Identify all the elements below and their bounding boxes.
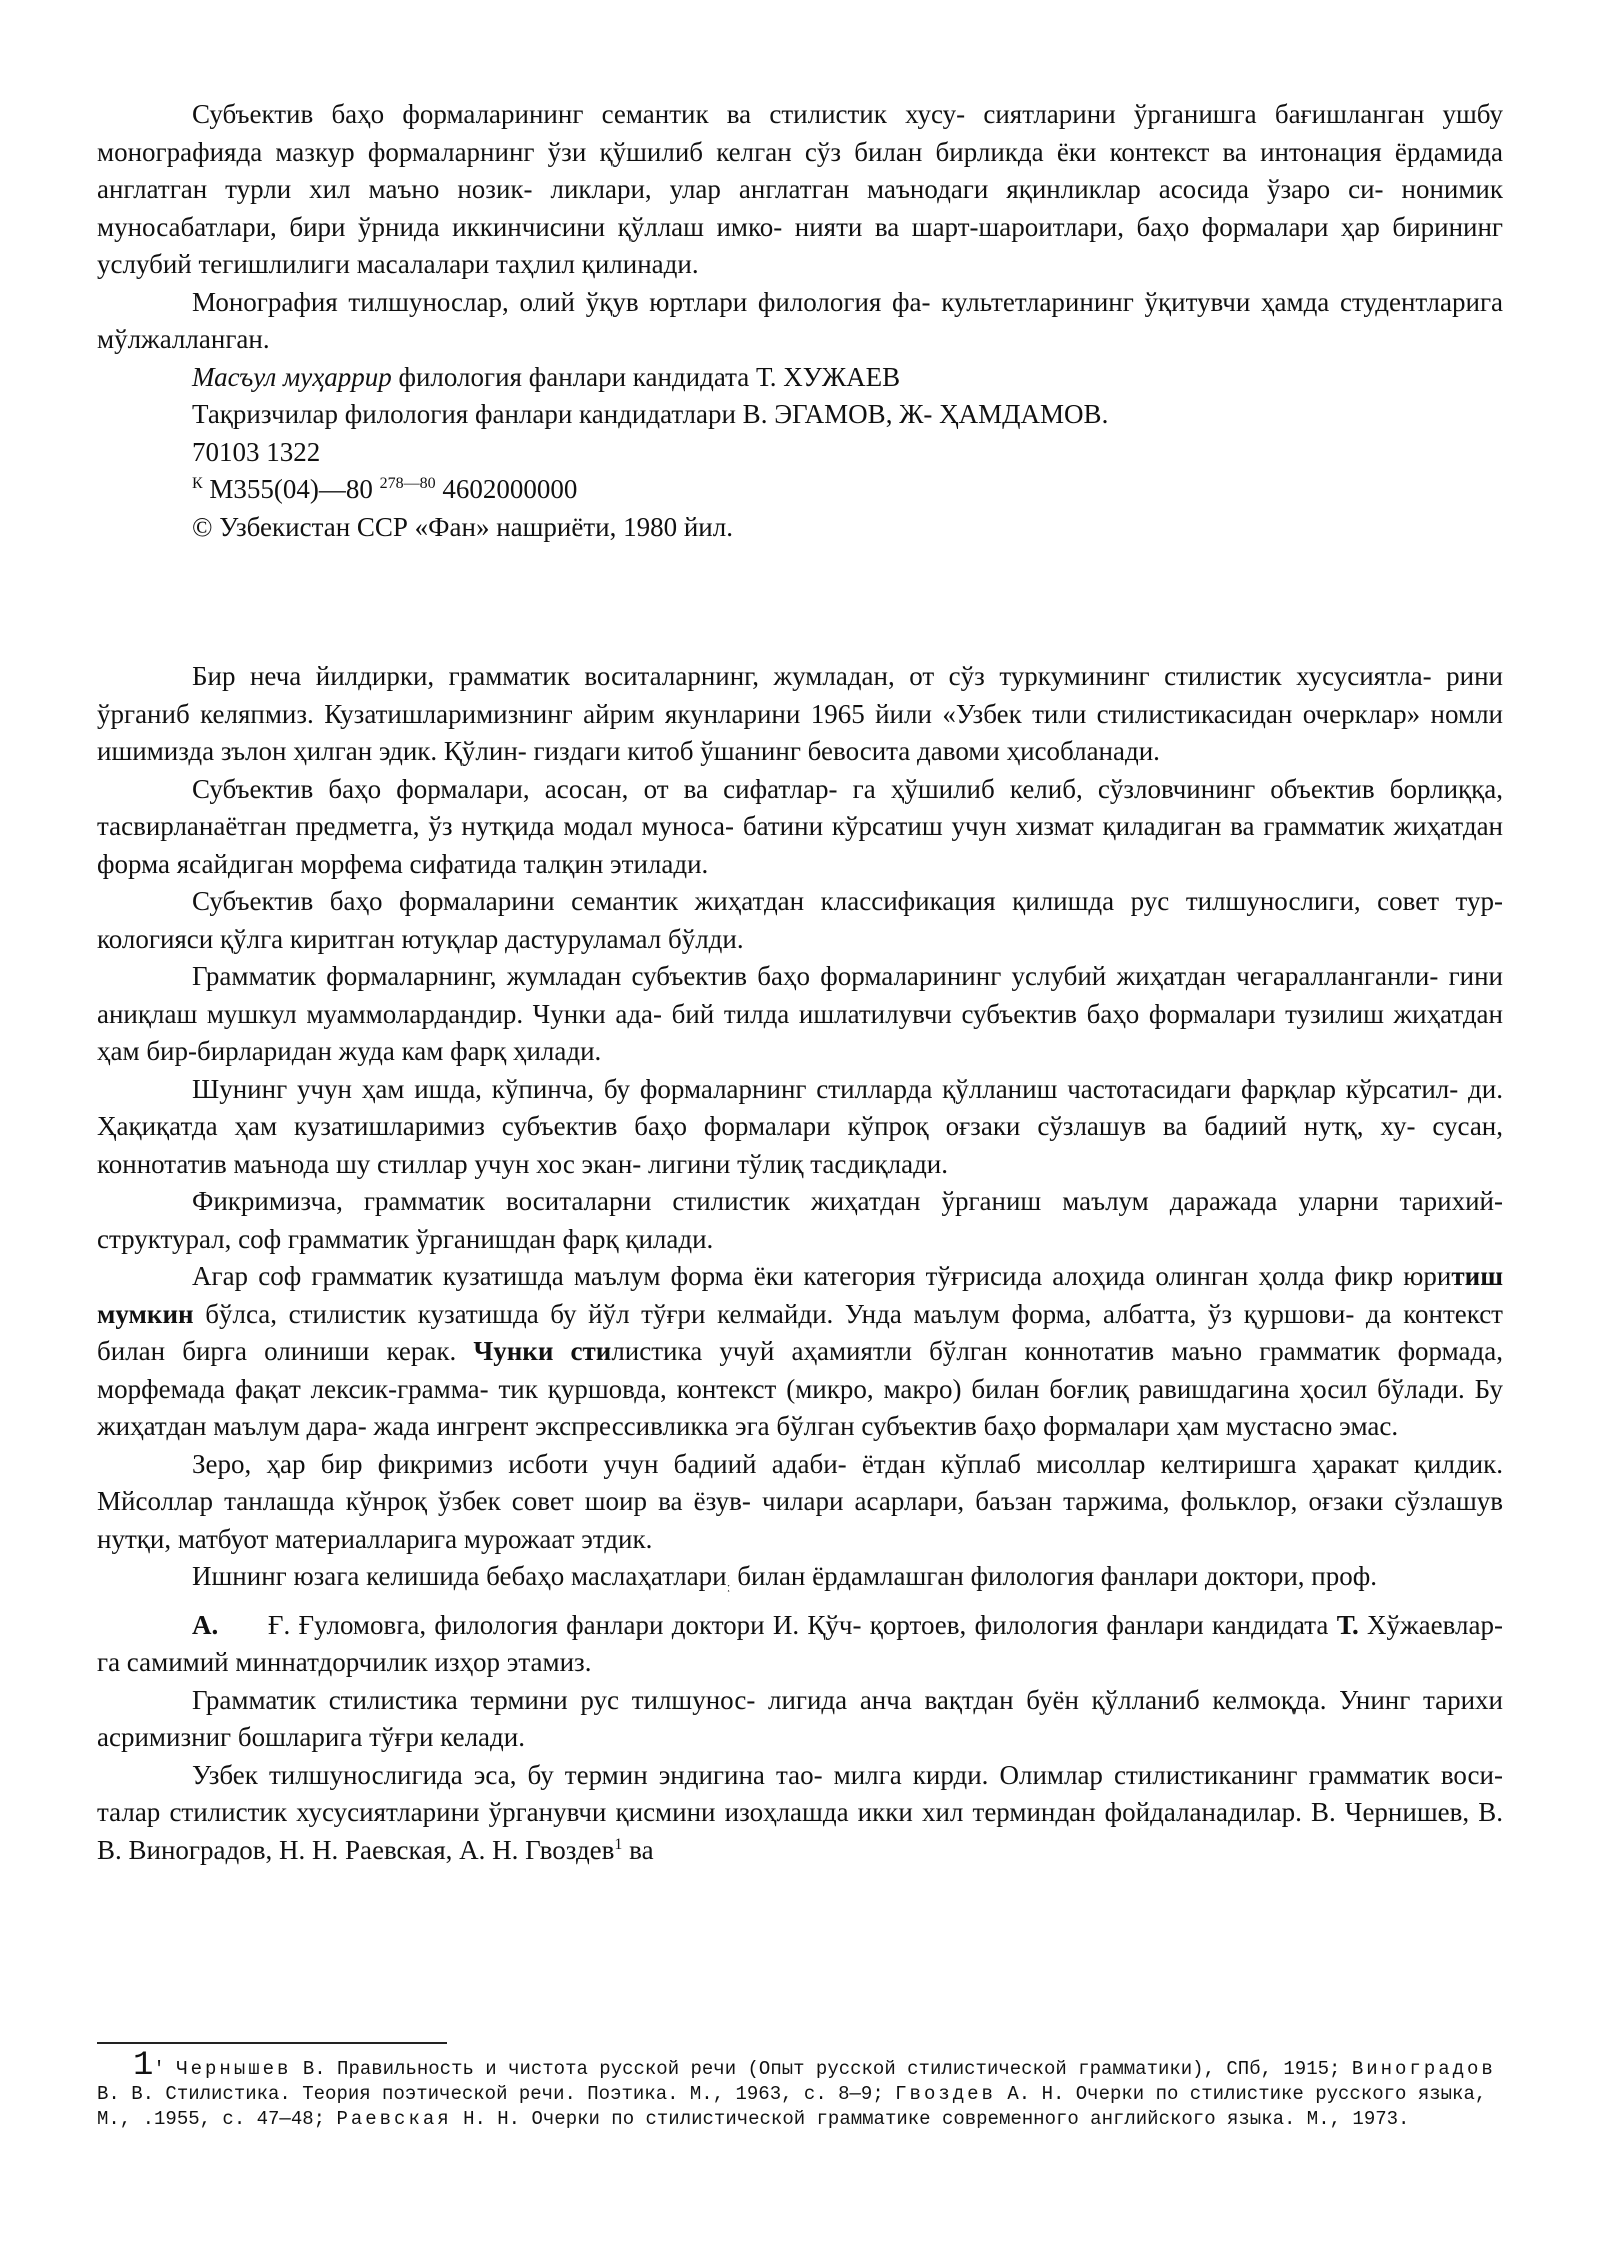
footnote	[97, 2047, 1503, 2132]
body-paragraph-11: Грамматик стилистика термини рус тилшунос- лигида анча вақтдан буён қўлланиб келмоқда. Унинг тарихи асримизниг бошларига тўғри келади.	[97, 1684, 1503, 1753]
body-paragraph-7	[97, 1258, 1503, 1446]
body-paragraph-10	[97, 1607, 1503, 1682]
document-page	[97, 96, 1503, 1869]
footnote-ref-3: А. Н. Очерки по стилистике русского языка, М., .1955, с. 47—48;	[97, 2083, 1487, 2130]
body-paragraph-9	[97, 1558, 1503, 1607]
p10-bold-t: Т.	[1336, 1609, 1359, 1640]
p12-text-a: Узбек тилшунослигида эса, бу термин эндигина тао- милга кирди. Олимлар стилистиканинг грамматик воси- талар стилистик хусусиятларини ўрганувчи қисмини изоҳлашда икки хил терминдан фойдаланадилар. В. Чернишев, В. В. Виноградов, Н. Н. Раевская, А. Н. Гвоздев	[97, 1759, 1503, 1865]
body-paragraph-12	[97, 1757, 1503, 1870]
intro-paragraph-2: Монография тилшунослар, олий ўқув юртлари филология фа- культетларининг ўқитувчи ҳамда студентларига мўлжалланган.	[97, 286, 1503, 354]
p9-text-a: Ишнинг юзага келишида бебаҳо маслаҳатлари	[192, 1561, 727, 1591]
body-paragraph-2: Субъектив баҳо формалари, асосан, от ва сифатлар- га ҳўшилиб келиб, сўзловчининг объектив борлиққа, тасвирланаётган предметга, ўз нутқида модал муноса- батини кўрсатиш учун хизмат қиладиган ва грамматик жиҳатдан форма ясайдиган морфема сифатида талқин этилади.	[97, 773, 1503, 879]
p7-bold-a: тиш мумкин	[97, 1261, 1503, 1329]
body-paragraph-1: Бир неча йилдирки, грамматик воситаларнинг, жумладан, от сўз туркумининг стилистик хусусиятла- рини ўрганиб келяпмиз. Кузатишларимизнинг айрим якунларини 1965 йили «Узбек тили стилистикасидан очерклар» номли ишимизда зълон ҳилган эдик. Қўлин- гиздаги китоб ўшанинг бевосита давоми ҳисобланади.	[97, 661, 1503, 766]
catalog-number: 4602000000	[435, 474, 578, 504]
p7-text-c: листика учуй аҳамиятли бўлган коннотатив маъно грамматик формада, морфемада фақат лексик-грамма- тик қуршовда, контекст (микро, макро) билан боғлиқ равишдагина ҳосил бўлади. Бу жиҳатдан маълум дара- жада ингрент экспрессивликка эга бўлган субъектив баҳо формалари ҳам мустасно эмас.	[97, 1336, 1504, 1441]
intro-paragraph-1: Субъектив баҳо формаларининг семантик ва стилистик хусу- сиятларини ўрганишга бағишланган ушбу монографияда мазкур формаларнинг ўзи қўшилиб келган сўз билан бирликда ёки контекст ва интонация ёрдамида англатган турли хил маъно нозик- ликлари, улар англатган маънодаги яқинликлар асосида ўзаро си- нонимик муносабатлари, бири ўрнида иккинчисини қўллаш имко- нияти ва шарт-шароитлари, баҳо формалари ҳар бирининг услубий тегишлилиги масалалари таҳлил қилинади.	[97, 99, 1503, 279]
p7-text-b: бўлса, стилистик кузатишда бу йўл тўғри келмайди. Унда маълум форма, албатта, ўз қуршови- да контекст билан бирга олиниши керак.	[97, 1298, 1503, 1366]
footnote-ref-4: Н. Н. Очерки по стилистической грамматике современного английского языка. М., 1973.	[451, 2108, 1410, 2130]
footnote-author-2: Виноградов	[1351, 2058, 1496, 2080]
p9-mark: ː	[726, 1580, 731, 1596]
p10-bold-initial: А.	[192, 1609, 219, 1640]
copyright-line: © Узбекистан ССР «Фан» нашриёти, 1980 йил.	[192, 511, 733, 542]
footnote-number-mark: '	[153, 2058, 165, 2080]
catalog-k: К	[192, 475, 203, 492]
footnote-author-4: Раевская	[336, 2108, 452, 2130]
p9-text-b: билан ёрдамлашган филология фанлари доктори, проф.	[730, 1561, 1377, 1591]
body-paragraph-4: Грамматик формаларнинг, жумладан субъектив баҳо формаларининг услубий жиҳатдан чегаралланганли- гини аниқлаш мушкул муаммолардандир. Чунки ада- бий тилда ишлатилувчи субъектив баҳо формалари тузилиш жиҳатдан ҳам бир-бирларидан жуда кам фарқ ҳилади.	[97, 961, 1503, 1066]
footnote-ref-2: В. В. Стилистика. Теория поэтической речи. Поэтика. М., 1963, с. 8—9;	[97, 2083, 896, 2105]
p12-text-b: ва	[622, 1834, 654, 1865]
footnote-author-3: Гвоздев	[895, 2083, 996, 2105]
catalog-code-top: 70103 1322	[192, 436, 321, 467]
footnote-author-1: Чернышев	[176, 2058, 292, 2080]
editor-name: филология фанлари кандидата Т. ХУЖАЕВ	[391, 361, 901, 392]
p7-bold-b: Чунки сти	[473, 1336, 612, 1366]
body-paragraph-5: Шунинг учун ҳам ишда, кўпинча, бу формаларнинг стилларда қўлланиш частотасидаги фарқлар кўрсатил- ди. Ҳақиқатда ҳам кузатишларимиз субъектив баҳо формалари кўпроқ оғзаки сўзлашув ва бадиий нутқ, ху- сусан, коннотатив маънода шу стиллар учун хос экан- лигини тўлиқ тасдиқлади.	[97, 1073, 1503, 1179]
footnote-rule	[97, 2042, 447, 2044]
catalog-superscript: 278—80	[379, 475, 436, 492]
catalog-index: М355(04)—80	[202, 474, 380, 504]
reviewers-line: Тақризчилар филология фанлари кандидатлари В. ЭГАМОВ, Ж- ҲАМДАМОВ.	[192, 399, 1109, 429]
body-paragraph-8: Зеро, ҳар бир фикримиз исботи учун бадиий адаби- ётдан кўплаб мисоллар келтиришга ҳаракат қилдик. Мйсоллар танлашда кўнроқ ўзбек совет шоир ва ёзув- чилари асарлари, баъзан таржима, фольклор, оғзаки сўзлашув нутқи, матбуот материалларига мурожаат этдик.	[97, 1448, 1503, 1554]
p7-text-a: Агар соф грамматик кузатишда маълум форма ёки категория тўғрисида алоҳида олинган ҳолда фикр юри	[192, 1261, 1452, 1291]
editor-line	[192, 359, 1503, 397]
p10-text-b: Хўжаевлар- га самимий миннатдорчилик изҳор этамиз.	[97, 1609, 1503, 1678]
section-gap	[97, 546, 1503, 658]
catalog-index-line	[192, 471, 1503, 509]
editor-role: Масъул муҳаррир	[192, 361, 392, 392]
body-paragraph-6: Фикримизча, грамматик воситаларни стилистик жиҳатдан ўрганиш маълум даражада уларни тарихий- структурал, соф грамматик ўрганишдан фарқ қилади.	[97, 1186, 1503, 1254]
footnote-number: 1	[133, 2047, 154, 2085]
footnote-ref: 1	[614, 1835, 623, 1853]
body-paragraph-3: Субъектив баҳо формаларини семантик жиҳатдан классификация қилишда рус тилшунослиги, совет тур- кологияси қўлга киритган ютуқлар дастуруламал бўлди.	[97, 886, 1503, 954]
p10-text-a: Ғ. Ғуломовга, филология фанлари доктори И. Қўч- қортоев, филология фанлари кандидата	[218, 1609, 1337, 1640]
footnote-ref-1: В. Правильность и чистота русской речи (Опыт русской стилистической грамматики), СПб, 1915;	[291, 2058, 1352, 2080]
